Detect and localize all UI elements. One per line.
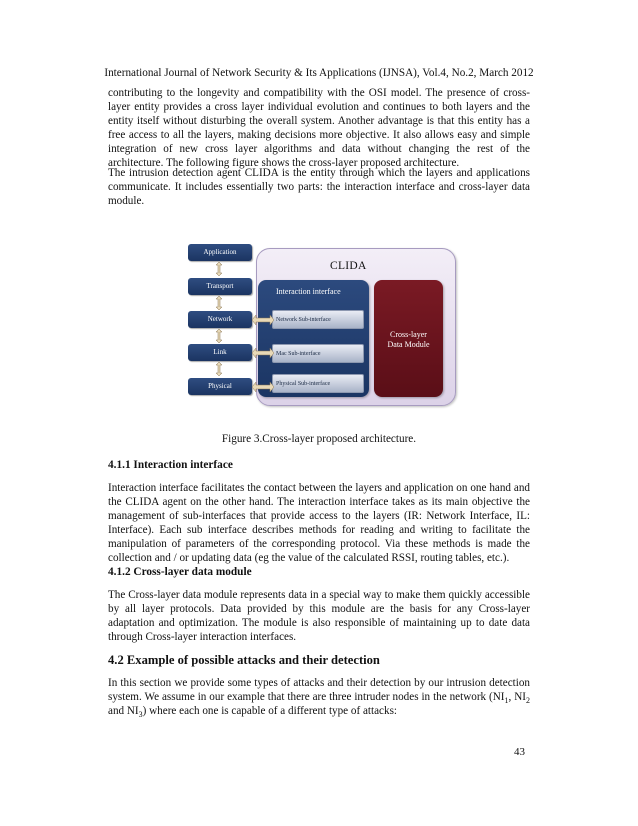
- layer-application: Application: [188, 244, 252, 261]
- double-arrow-icon: [216, 362, 222, 376]
- section-heading-4-2: 4.2 Example of possible attacks and their detection: [108, 653, 380, 667]
- text-run: , NI: [508, 691, 527, 704]
- paragraph-intro: contributing to the longevity and compatibility with the OSI model. The presence of cross-layer entity provides a cross layer individual evolution and continues to both layers and the entity itself without disturbing the overall system. Another advantage is that this entity has a free access to all the layers, making decisions more objective. It also allows easy and simple integration of new cross layer algorithms and data without changing the rest of the architecture. The following figure shows the cross-layer proposed architecture.: [108, 87, 530, 170]
- mac-sub-interface: Mac Sub-interface: [272, 344, 364, 363]
- paragraph-attacks: [108, 676, 530, 718]
- text-run: and NI: [108, 705, 139, 718]
- text-run: ) where each one is capable of a different type of attacks:: [142, 705, 397, 718]
- text-run: In this section we provide some types of attacks and their detection by our intrusion detection system. We assume in our example that there are three intruder nodes in the network (NI: [108, 677, 530, 704]
- double-arrow-icon: [216, 262, 222, 276]
- horizontal-double-arrow-icon: [252, 382, 274, 392]
- section-heading-4-1-1: 4.1.1 Interaction interface: [108, 459, 233, 471]
- network-sub-interface: Network Sub-interface: [272, 310, 364, 329]
- physical-sub-interface: Physical Sub-interface: [272, 374, 364, 393]
- section-heading-4-1-2: 4.1.2 Cross-layer data module: [108, 566, 252, 578]
- journal-header: International Journal of Network Security & Its Applications (IJNSA), Vol.4, No.2, March 2012: [104, 67, 534, 79]
- subscript: 3: [138, 710, 143, 720]
- layer-physical: Physical: [188, 378, 252, 395]
- double-arrow-icon: [216, 329, 222, 343]
- clida-title: CLIDA: [330, 260, 367, 272]
- page-number: 43: [514, 746, 525, 758]
- layer-network: Network: [188, 311, 252, 328]
- subscript: 1: [504, 696, 509, 706]
- paragraph-data-module: The Cross-layer data module represents data in a special way to make them quickly accessible by all layer protocols. Data provided by this module are the basis for any Cross-layer adaptation and optimization. The module is also responsible of maintaining up to date data through Cross-layer interaction interfaces.: [108, 589, 530, 644]
- double-arrow-icon: [216, 296, 222, 310]
- horizontal-double-arrow-icon: [252, 315, 274, 325]
- data-module-line2: Data Module: [387, 340, 430, 349]
- paragraph-interaction-interface: Interaction interface facilitates the contact between the layers and application on one hand and the CLIDA agent on the other hand. The interaction interface takes as its main objective the management of sub-interfaces that provide access to the layers (IR: Network Interface, IL: Interface). Each sub interface describes methods for reading and writing to facilitate the manipulation of parameters of the corresponding protocol. Via these methods is made the collection and / or updating data (eg the value of the calculated RSSI, routing tables, etc.).: [108, 482, 530, 565]
- figure-caption: Figure 3.Cross-layer proposed architecture.: [221, 433, 417, 445]
- layer-link: Link: [188, 344, 252, 361]
- subscript: 2: [526, 696, 531, 706]
- interaction-interface-title: Interaction interface: [276, 287, 341, 296]
- data-module-line1: Cross-layer: [390, 330, 427, 339]
- layer-transport: Transport: [188, 278, 252, 295]
- horizontal-double-arrow-icon: [252, 348, 274, 358]
- paragraph-clida: The intrusion detection agent CLIDA is the entity through which the layers and applications communicate. It includes essentially two parts: the interaction interface and cross-layer data module.: [108, 167, 530, 208]
- cross-layer-data-module: [374, 280, 443, 397]
- architecture-figure: [186, 238, 454, 406]
